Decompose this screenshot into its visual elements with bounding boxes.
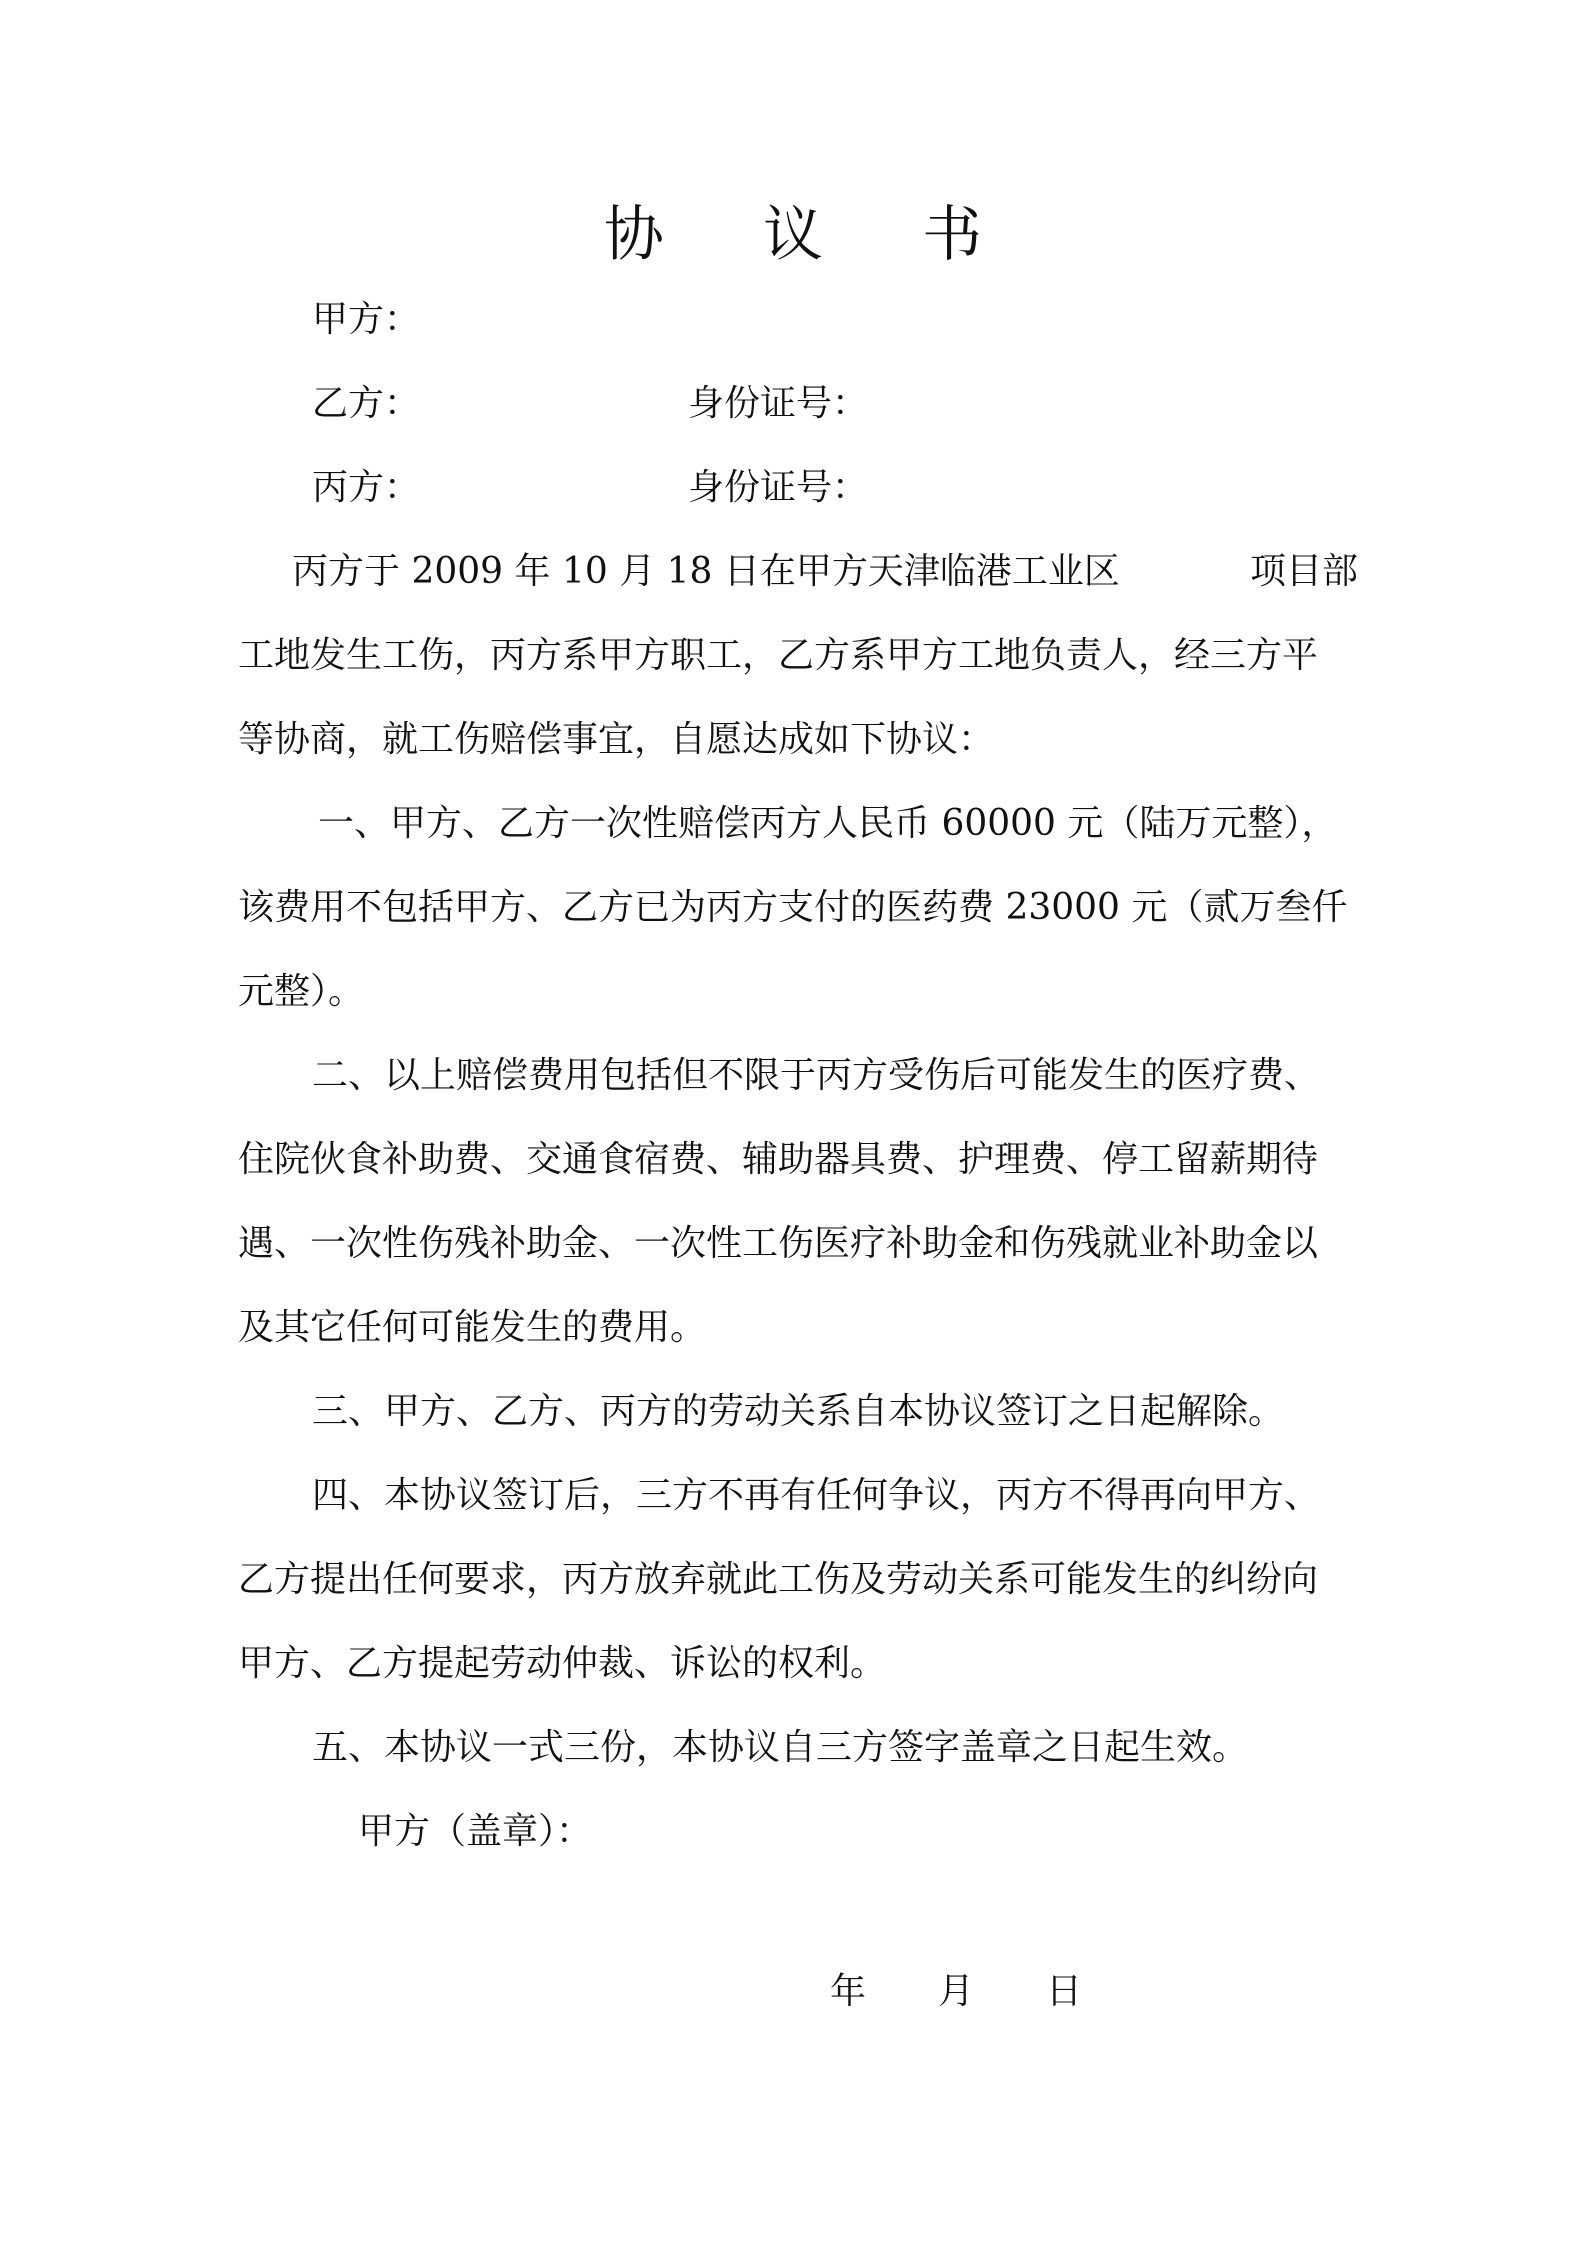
clause-2-line-4: 及其它任何可能发生的费用。 xyxy=(238,1307,707,1348)
clause-2-line-1: 二、以上赔偿费用包括但不限于丙方受伤后可能发生的医疗费、 xyxy=(312,1055,1321,1096)
intro-line-3: 等协商，就工伤赔偿事宜，自愿达成如下协议： xyxy=(238,719,995,760)
party-a-label: 甲方： xyxy=(312,299,421,340)
clause-4-line-3: 甲方、乙方提起劳动仲裁、诉讼的权利。 xyxy=(238,1643,887,1684)
party-c-id-label: 身份证号： xyxy=(688,467,869,508)
clause-4-line-2: 乙方提出任何要求，丙方放弃就此工伤及劳动关系可能发生的纠纷向 xyxy=(238,1559,1319,1600)
clause-5-line-1: 五、本协议一式三份，本协议自三方签字盖章之日起生效。 xyxy=(312,1727,1249,1768)
party-b-id-label: 身份证号： xyxy=(688,383,869,424)
clause-2-line-2: 住院伙食补助费、交通食宿费、辅助器具费、护理费、停工留薪期待 xyxy=(238,1139,1319,1180)
clause-1-line-2: 该费用不包括甲方、乙方已为丙方支付的医药费 23000 元（贰万叁仟 xyxy=(238,887,1348,928)
clause-1-line-1: 一、甲方、乙方一次性赔偿丙方人民币 60000 元（陆万元整）， xyxy=(318,803,1338,844)
intro-line-1: 丙方于 2009 年 10 月 18 日在甲方天津临港工业区 xyxy=(292,551,1120,592)
intro-line-1-end: 项目部 xyxy=(1250,551,1359,592)
clause-1-line-3: 元整）。 xyxy=(238,971,365,1012)
clause-2-line-3: 遇、一次性伤残补助金、一次性工伤医疗补助金和伤残就业补助金以 xyxy=(238,1223,1319,1264)
date-line: 年 月 日 xyxy=(830,1971,1083,2012)
party-c-label: 丙方： xyxy=(312,467,421,508)
clause-4-line-1: 四、本协议签订后，三方不再有任何争议，丙方不得再向甲方、 xyxy=(312,1475,1321,1516)
intro-line-2: 工地发生工伤，丙方系甲方职工，乙方系甲方工地负责人，经三方平 xyxy=(238,635,1319,676)
clause-3-line-1: 三、甲方、乙方、丙方的劳动关系自本协议签订之日起解除。 xyxy=(312,1391,1285,1432)
document-title: 协 议 书 xyxy=(603,200,1023,270)
party-a-seal-label: 甲方（盖章）： xyxy=(358,1811,593,1852)
party-b-label: 乙方： xyxy=(312,383,421,424)
